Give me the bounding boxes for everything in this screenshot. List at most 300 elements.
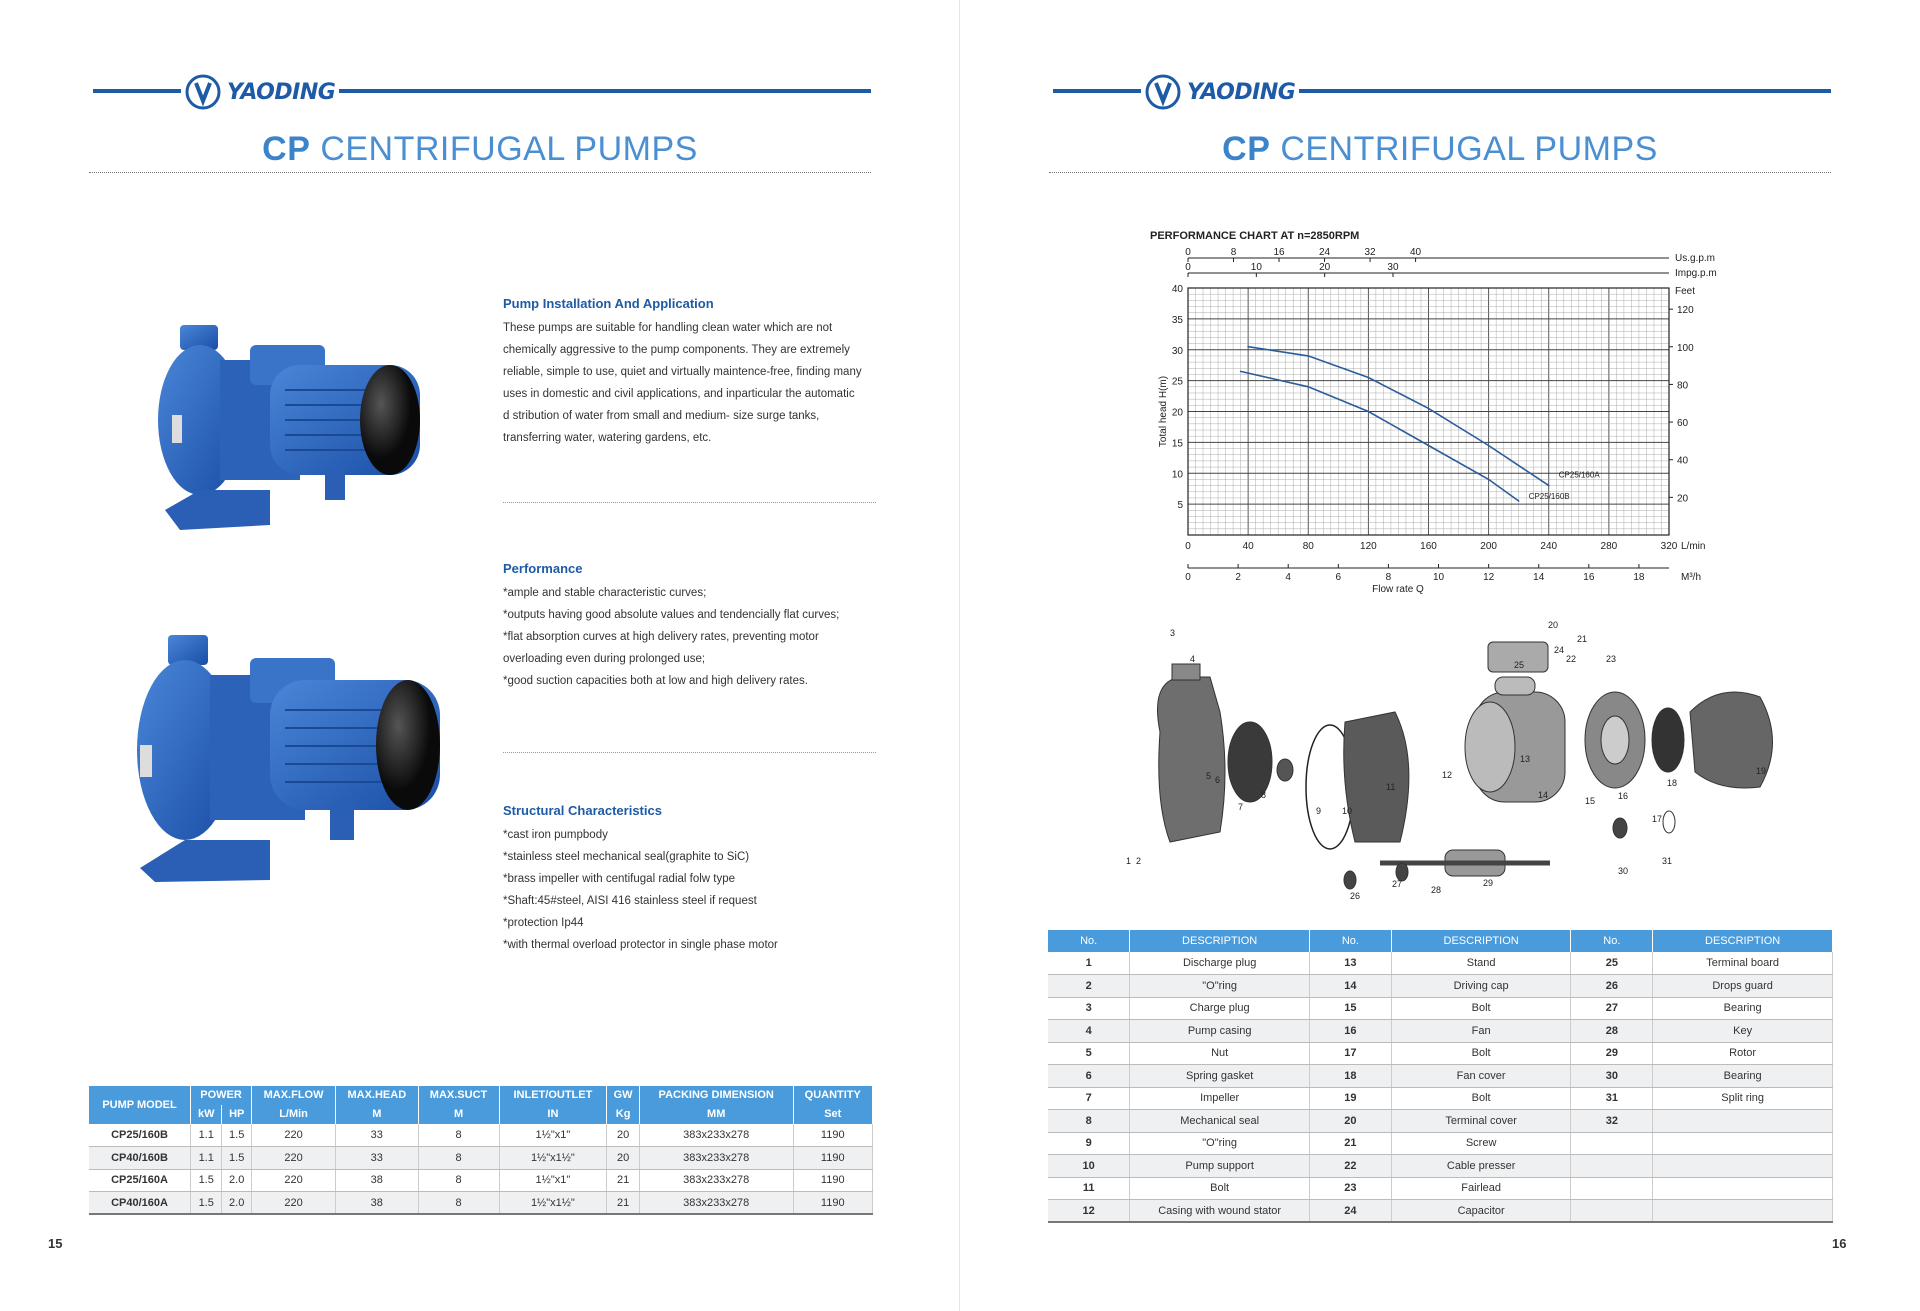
part-number: 19 [1309,1087,1391,1110]
part-description: Split ring [1653,1087,1833,1110]
part-number [1571,1200,1653,1223]
col-header: MAX.FLOW [252,1086,336,1105]
m3h-tick-label: 18 [1633,572,1645,583]
usgpm-tick-label: 0 [1185,247,1191,258]
page-number: 15 [48,1236,63,1251]
col-header: MAX.HEAD [336,1086,418,1105]
part-description: Casing with wound stator [1130,1200,1310,1223]
usgpm-tick-label: 32 [1364,247,1376,258]
table-cell: CP40/160B [89,1147,191,1170]
data-point [1307,355,1309,357]
table-cell: 1.5 [191,1192,222,1215]
part-number: 28 [1571,1020,1653,1043]
part-description: Discharge plug [1130,952,1310,975]
part-number: 5 [1048,1042,1130,1065]
part-description: Fan cover [1391,1065,1571,1088]
table-row [1048,1020,1833,1043]
table-cell: 1.1 [191,1147,222,1170]
table-cell: CP40/160A [89,1192,191,1215]
table-row [89,1192,873,1215]
part-description: Rotor [1653,1042,1833,1065]
part-description [1653,1200,1833,1223]
part-number: 32 [1571,1110,1653,1133]
m3h-tick-label: 12 [1483,572,1495,583]
part-number: 21 [1309,1132,1391,1155]
usgpm-unit-label: Us.g.p.m [1675,253,1716,264]
table-cell: 8 [418,1169,499,1192]
part-label: 3 [1170,628,1176,638]
part-label: 24 [1554,645,1565,655]
x-tick-label: 240 [1540,541,1558,552]
part-description: Impeller [1130,1087,1310,1110]
x-tick-label: 80 [1302,541,1314,552]
structure-section [503,803,878,956]
y-tick-label: 40 [1171,284,1183,295]
feet-tick-label: 40 [1677,455,1689,467]
text-line: chemically aggressive to the pump components. They are extremely [503,344,850,356]
data-point [1488,479,1490,481]
part-label: 1 [1126,856,1132,866]
m3h-tick-label: 0 [1185,572,1191,583]
part-description: Screw [1391,1132,1571,1155]
section-divider [503,502,876,503]
x-tick-label: 40 [1242,541,1254,552]
part-description: Pump casing [1130,1020,1310,1043]
x-unit-label: L/min [1681,541,1706,552]
part-label: 23 [1606,654,1617,664]
y-tick-label: 15 [1171,438,1183,450]
table-row [89,1124,873,1147]
chart-svg [1150,228,1720,595]
table-cell: 1½"x1½" [499,1147,607,1170]
performance-chart [1150,228,1720,595]
title-bold: CP [1222,130,1271,168]
table-row [89,1147,873,1170]
title-bold: CP [262,130,311,168]
col-header: MM [639,1105,793,1124]
part-number: 20 [1309,1110,1391,1133]
data-point [1548,485,1550,487]
data-point [1240,371,1242,373]
impgpm-unit-label: Impg.p.m [1675,268,1717,279]
table-cell: CP25/160A [89,1169,191,1192]
table-cell: 383x233x278 [639,1147,793,1170]
col-header: QUANTITY [793,1086,872,1105]
text-line: *protection Ip44 [503,917,584,929]
header-rule [1053,89,1141,93]
feet-tick-label: 100 [1677,342,1694,354]
series-label: CP25/160B [1528,492,1570,502]
part-number: 6 [1048,1065,1130,1088]
part-description: Charge plug [1130,997,1310,1020]
impgpm-tick-label: 10 [1250,262,1262,273]
part-label: 27 [1392,879,1403,889]
col-header: kW [191,1105,222,1124]
part-description: Bearing [1653,997,1833,1020]
col-header: POWER [191,1086,252,1105]
header-rule [93,89,181,93]
parts-table-body [1048,952,1833,1222]
y-tick-label: 35 [1171,314,1183,326]
part-number: 13 [1309,952,1391,975]
part-description: "O"ring [1130,1132,1310,1155]
part-number: 17 [1309,1042,1391,1065]
table-cell: 1½"x1" [499,1169,607,1192]
table-cell: 33 [336,1147,418,1170]
table-row [89,1169,873,1192]
yaoding-logo-icon [1145,74,1181,110]
part-number: 24 [1309,1200,1391,1223]
col-header: Kg [607,1105,640,1124]
table-cell: 20 [607,1147,640,1170]
table-cell: 2.0 [222,1192,252,1215]
part-description: Bearing [1653,1065,1833,1088]
table-cell: CP25/160B [89,1124,191,1147]
part-label: 25 [1514,660,1525,670]
m3h-tick-label: 16 [1583,572,1595,583]
exploded-parts-diagram [1120,622,1800,912]
brand-logo [185,74,335,110]
title-divider [1049,172,1831,173]
part-number: 16 [1309,1020,1391,1043]
y-tick-label: 30 [1171,345,1183,357]
part-number [1571,1132,1653,1155]
y-tick-label: 10 [1171,469,1183,481]
installation-section [503,296,878,449]
col-header: HP [222,1105,252,1124]
table-cell: 220 [252,1147,336,1170]
part-number: 10 [1048,1155,1130,1178]
feet-unit-label: Feet [1675,286,1696,297]
part-label: 19 [1756,766,1767,776]
m3h-tick-label: 10 [1432,572,1445,583]
table-cell: 1½"x1" [499,1124,607,1147]
part-description: Bolt [1391,1087,1571,1110]
table-cell: 220 [252,1169,336,1192]
x-tick-label: 200 [1480,541,1497,552]
part-description: Drops guard [1653,975,1833,998]
x-tick-label: 0 [1185,541,1191,552]
part-description: Fairlead [1391,1177,1571,1200]
header-left [93,72,871,112]
text-line: *Shaft:45#steel, AISI 416 stainless steel if request [503,895,757,907]
table-cell: 33 [336,1124,418,1147]
table-cell: 21 [607,1192,640,1215]
part-number: 11 [1048,1177,1130,1200]
part-label: 21 [1577,634,1588,644]
part-label: 10 [1342,806,1353,816]
table-cell: 8 [418,1192,499,1215]
table-cell: 1.5 [222,1124,252,1147]
table-row [1048,1155,1833,1178]
part-number: 2 [1048,975,1130,998]
part-number: 25 [1571,952,1653,975]
m3h-tick-label: 2 [1235,572,1241,583]
table-cell: 38 [336,1169,418,1192]
part-description [1653,1110,1833,1133]
y-tick-label: 25 [1171,376,1183,388]
data-point [1368,411,1370,413]
col-header: INLET/OUTLET [499,1086,607,1105]
header-rule [1299,89,1831,93]
brand-logo [1145,74,1295,110]
brand-name: YAODING [1187,79,1296,105]
text-line: *outputs having good absolute values and tendencially flat curves; [503,609,840,621]
feet-tick-label: 120 [1677,305,1694,317]
part-number: 18 [1309,1065,1391,1088]
x-tick-label: 280 [1600,541,1618,552]
data-point [1307,386,1309,388]
y-tick-label: 5 [1177,500,1183,512]
part-description: Bolt [1391,1042,1571,1065]
part-description: Nut [1130,1042,1310,1065]
feet-tick-label: 80 [1677,380,1689,392]
m3h-tick-label: 6 [1335,572,1342,583]
page-number: 16 [1832,1236,1847,1251]
table-cell: 1190 [793,1169,872,1192]
part-description: Fan [1391,1020,1571,1043]
x-tick-label: 160 [1420,541,1437,552]
part-description: Spring gasket [1130,1065,1310,1088]
text-line: *flat absorption curves at high delivery rates, preventing motor [503,631,819,643]
part-label: 18 [1667,778,1678,788]
m3h-unit-label: M³/h [1681,572,1701,583]
usgpm-tick-label: 40 [1410,247,1422,258]
part-number: 8 [1048,1110,1130,1133]
section-divider [503,752,876,753]
part-number [1571,1177,1653,1200]
part-label: 17 [1652,814,1663,824]
page-title [89,130,871,169]
header-rule [339,89,871,93]
col-header: No. [1309,930,1391,952]
series-label: CP25/160A [1558,470,1600,480]
part-label: 8 [1261,790,1267,800]
col-header: PACKING DIMENSION [639,1086,793,1105]
col-header: DESCRIPTION [1391,930,1571,952]
x-tick-label: 120 [1360,541,1377,552]
part-label: 4 [1190,654,1196,664]
section-heading: Pump Installation And Application [503,296,714,311]
section-heading: Performance [503,561,583,576]
usgpm-tick-label: 8 [1230,247,1237,258]
data-point [1428,408,1430,410]
part-description: Bolt [1391,997,1571,1020]
part-label: 28 [1431,885,1442,895]
part-label: 26 [1350,891,1361,901]
part-label: 2 [1136,856,1142,866]
text-line: reliable, simple to use, quiet and virtually maintence-free, finding many [503,366,862,378]
part-label: 31 [1662,856,1673,866]
part-description: Capacitor [1391,1200,1571,1223]
table-cell: 20 [607,1124,640,1147]
chart-title: PERFORMANCE CHART AT n=2850RPM [1150,230,1360,242]
part-description [1653,1177,1833,1200]
spec-table-body [89,1124,873,1214]
part-label: 13 [1520,754,1531,764]
data-point [1428,445,1430,447]
part-label: 14 [1538,790,1549,800]
pump-photo [160,320,420,535]
part-description [1653,1155,1833,1178]
col-header: No. [1571,930,1653,952]
data-point [1247,346,1249,348]
table-cell: 8 [418,1147,499,1170]
part-number: 7 [1048,1087,1130,1110]
x-tick-label: 320 [1660,541,1678,552]
part-number: 30 [1571,1065,1653,1088]
part-description: Pump support [1130,1155,1310,1178]
spec-table [89,1086,873,1215]
brand-name: YAODING [227,79,336,105]
col-header: MAX.SUCT [418,1086,499,1105]
pump-photo [140,630,440,885]
col-header: GW [607,1086,640,1105]
text-line: overloading even during prolonged use; [503,653,706,665]
table-row [1048,1110,1833,1133]
text-line: d stribution of water from small and medium- size surge tanks, [503,410,820,422]
table-cell: 1190 [793,1124,872,1147]
table-row [1048,1042,1833,1065]
part-number: 31 [1571,1087,1653,1110]
y-tick-label: 20 [1171,407,1183,419]
usgpm-tick-label: 24 [1318,247,1331,258]
table-cell: 2.0 [222,1169,252,1192]
m3h-tick-label: 8 [1385,572,1392,583]
col-header: PUMP MODEL [89,1086,191,1124]
part-description [1653,1132,1833,1155]
impgpm-tick-label: 30 [1387,262,1399,273]
table-cell: 1190 [793,1147,872,1170]
parts-table [1048,930,1833,1223]
col-header: DESCRIPTION [1130,930,1310,952]
text-line: *good suction capacities both at low and high delivery rates. [503,675,808,687]
header-right [1053,72,1831,112]
part-number: 1 [1048,952,1130,975]
title-divider [89,172,871,173]
part-label: 5 [1206,771,1212,781]
part-label: 16 [1618,791,1629,801]
part-description: "O"ring [1130,975,1310,998]
impgpm-tick-label: 20 [1319,262,1331,273]
y-axis-title: Total head H(m) [1158,375,1169,448]
part-description: Terminal board [1653,952,1833,975]
feet-tick-label: 20 [1677,493,1689,505]
part-number: 23 [1309,1177,1391,1200]
part-label: 29 [1483,878,1494,888]
col-header: M [418,1105,499,1124]
impgpm-tick-label: 0 [1185,262,1191,273]
part-label: 30 [1618,866,1629,876]
text-line: transferring water, watering gardens, etc. [503,432,712,444]
part-number: 3 [1048,997,1130,1020]
data-point [1368,377,1370,379]
m3h-tick-label: 14 [1533,572,1545,583]
usgpm-tick-label: 16 [1273,247,1285,258]
part-label: 12 [1442,770,1453,780]
part-label: 6 [1215,775,1221,785]
part-number: 14 [1309,975,1391,998]
part-label: 22 [1566,654,1577,664]
x-axis-title: Flow rate Q [1372,584,1424,595]
table-row [1048,997,1833,1020]
data-point [1518,500,1520,502]
part-description: Key [1653,1020,1833,1043]
col-header: No. [1048,930,1130,952]
part-number [1571,1155,1653,1178]
table-row [1048,1200,1833,1223]
part-number: 22 [1309,1155,1391,1178]
table-cell: 383x233x278 [639,1192,793,1215]
table-cell: 383x233x278 [639,1124,793,1147]
part-number: 4 [1048,1020,1130,1043]
yaoding-logo-icon [185,74,221,110]
table-cell: 21 [607,1169,640,1192]
table-cell: 1.5 [191,1169,222,1192]
part-number: 9 [1048,1132,1130,1155]
text-line: *brass impeller with centifugal radial folw type [503,873,736,885]
table-cell: 1.5 [222,1147,252,1170]
table-cell: 1190 [793,1192,872,1215]
table-cell: 38 [336,1192,418,1215]
part-description: Terminal cover [1391,1110,1571,1133]
performance-section [503,561,878,692]
col-header: DESCRIPTION [1653,930,1833,952]
part-number: 15 [1309,997,1391,1020]
table-cell: 383x233x278 [639,1169,793,1192]
table-cell: 1.1 [191,1124,222,1147]
table-row [1048,1065,1833,1088]
title-rest: CENTRIFUGAL PUMPS [1280,130,1658,168]
table-row [1048,1087,1833,1110]
table-row [1048,1177,1833,1200]
part-description: Mechanical seal [1130,1110,1310,1133]
part-label: 15 [1585,796,1596,806]
part-number: 12 [1048,1200,1130,1223]
col-header: IN [499,1105,607,1124]
text-line: *stainless steel mechanical seal(graphite to SiC) [503,851,750,863]
text-line: These pumps are suitable for handling clean water which are not [503,322,833,334]
table-cell: 8 [418,1124,499,1147]
text-line: uses in domestic and civil applications, and inparticular the automatic [503,388,855,400]
data-point [1488,445,1490,447]
title-rest: CENTRIFUGAL PUMPS [320,130,698,168]
part-label: 9 [1316,806,1322,816]
part-description: Cable presser [1391,1155,1571,1178]
feet-tick-label: 60 [1677,418,1689,430]
table-row [1048,975,1833,998]
part-description: Driving cap [1391,975,1571,998]
text-line: *ample and stable characteristic curves; [503,587,707,599]
part-number: 26 [1571,975,1653,998]
part-label: 7 [1238,802,1244,812]
col-header: Set [793,1105,872,1124]
col-header: M [336,1105,418,1124]
part-label: 11 [1386,782,1396,792]
part-label: 20 [1548,620,1559,630]
table-cell: 220 [252,1192,336,1215]
table-cell: 1½"x1½" [499,1192,607,1215]
part-number: 29 [1571,1042,1653,1065]
text-line: *cast iron pumpbody [503,829,608,841]
part-description: Stand [1391,952,1571,975]
part-description: Bolt [1130,1177,1310,1200]
table-row [1048,952,1833,975]
part-number: 27 [1571,997,1653,1020]
table-cell: 220 [252,1124,336,1147]
page-title [1049,130,1831,169]
table-row [1048,1132,1833,1155]
